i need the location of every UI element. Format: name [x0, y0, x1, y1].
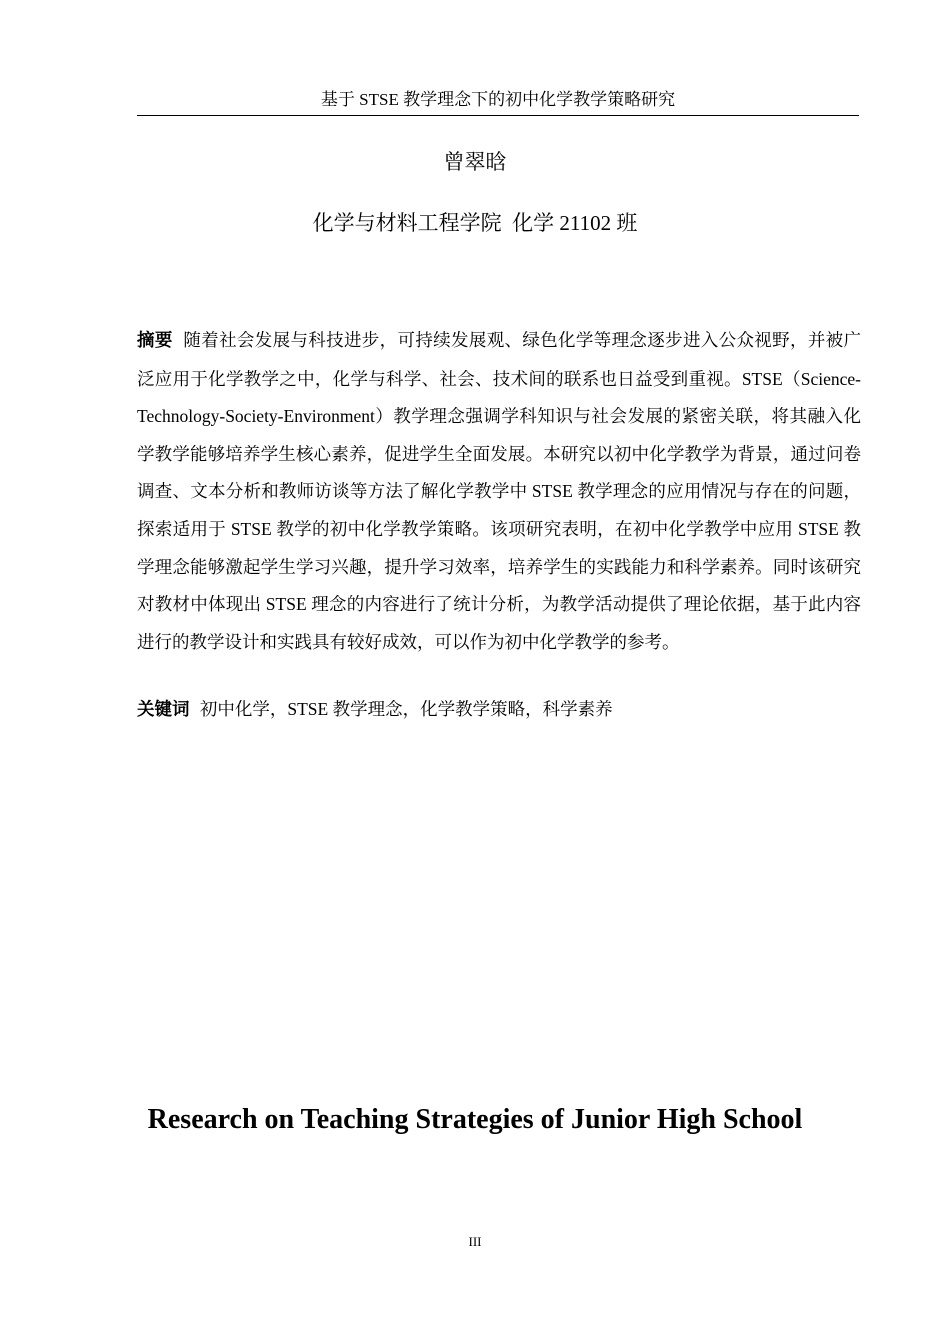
keywords-label: 关键词: [137, 700, 190, 720]
author-affiliation: 化学与材料工程学院 化学 21102 班: [312, 211, 638, 235]
author-name: 曾翠晗: [443, 150, 507, 174]
abstract-paragraph: [137, 322, 861, 661]
abstract-label: 摘要: [137, 331, 173, 351]
keywords-text: 初中化学，STSE 教学理念，化学教学策略，科学素养: [199, 699, 613, 719]
abstract-text: 随着社会发展与科技进步，可持续发展观、绿色化学等理念逐步进入公众视野，并被广泛应用于化学教学之中，化学与科学、社会、技术间的联系也日益受到重视。STSE（Science-Technology-Society-Environment）教学理念强调学科知识与社会发展的紧密关联，将其融入化学教学能够培养学生核心素养，促进学生全面发展。本研究以初中化学教学为背景，通过问卷调查、文本分析和教师访谈等方法了解化学教学中 STSE 教学理念的应用情况与存在的问题，探索适用于 STSE 教学的初中化学教学策略。该项研究表明，在初中化学教学中应用 STSE 教学理念能够激起学生学习兴趣，提升学习效率，培养学生的实践能力和科学素养。同时该研究对教材中体现出 STSE 理念的内容进行了统计分析，为教学活动提供了理论依据，基于此内容进行的教学设计和实践具有较好成效，可以作为初中化学教学的参考。: [137, 330, 862, 652]
page-number: III: [468, 1234, 482, 1249]
running-header: 基于 STSE 教学理念下的初中化学教学策略研究: [320, 90, 676, 109]
english-title: Research on Teaching Strategies of Junior High School: [147, 1104, 803, 1135]
keywords-line: [137, 694, 861, 725]
header-divider: [137, 115, 859, 116]
